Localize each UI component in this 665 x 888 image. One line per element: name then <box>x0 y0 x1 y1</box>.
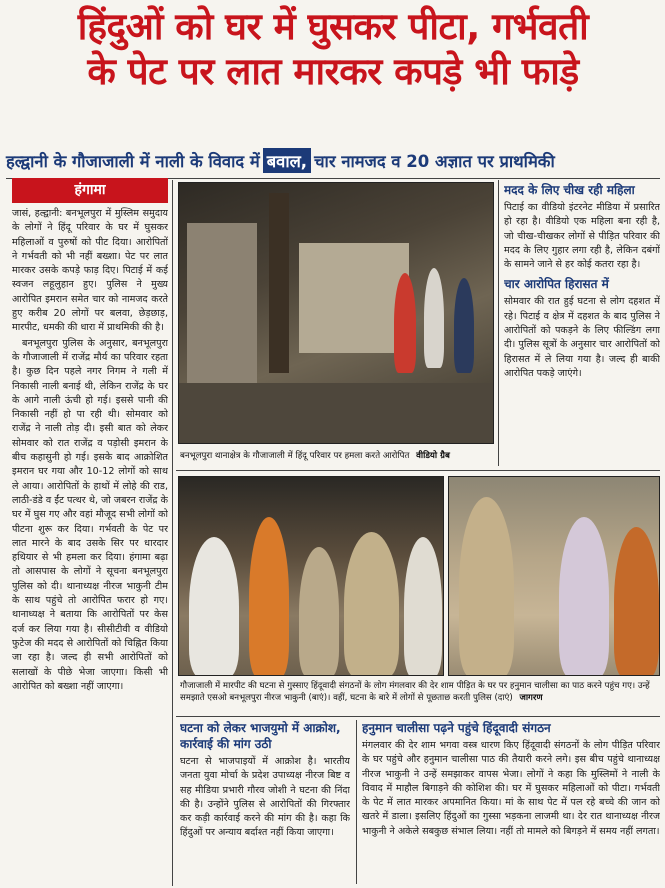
right-text-1: पिटाई का वीडियो इंटरनेट मीडिया में प्रसारित हो रहा है। वीडियो एक महिला बना रही है, जो चीख-चीखकर लोगों से पीड़ित परिवार की मदद के लिए गुहार लगा रही है, लेकिन दबंगों के सामने जाने से हर कोई कतरा रहा है। <box>504 202 660 271</box>
subhead-boxed-word: बवाल, <box>263 148 311 173</box>
photo1-credit: वीडियो ग्रैब <box>416 451 450 461</box>
photo-woman-center <box>559 517 609 676</box>
chalisa-heading: हनुमान चालीसा पढ़ने पहुंचे हिंदूवादी संगठन <box>362 721 551 735</box>
photo-man-white-shirt <box>189 537 239 676</box>
subhead-part-1: हल्द्वानी के गौजाजाली में नाली के विवाद में <box>6 151 260 171</box>
kicker-label: हंगामा <box>12 178 168 203</box>
photo-police-questioning <box>448 476 660 676</box>
right-text-2: सोमवार की रात हुई घटना से लोग दहशत में रहे। पिटाई व क्षेत्र में दहशत के बाद पुलिस ने आरोपितों को पकड़ने के लिए फील्डिंग लगा दी। पुलिस सूत्रों के अनुसार चार आरोपितों को हिरासत में ले लिया गया है। जल्द ही बाकी आरोपित पकड़े जाएंगे। <box>504 296 660 379</box>
divider-bottom <box>176 716 660 717</box>
subheadline <box>6 142 660 178</box>
photo-police-officer <box>344 532 399 676</box>
left-column-body <box>12 207 168 694</box>
headline-line-1: हिंदुओं को घर में घुसकर पीटा, गर्भवती <box>77 5 589 48</box>
photo-policeman <box>459 497 514 676</box>
right-heading-1: मदद के लिए चीख रही महिला <box>504 183 635 197</box>
divider-bottom-vertical <box>356 720 357 884</box>
divider-mid <box>176 470 660 471</box>
divider-right <box>498 180 499 466</box>
photo-woman-right <box>614 527 659 676</box>
subhead-part-2: चार नामजद व 20 अज्ञात पर प्राथमिकी <box>314 151 555 171</box>
photo-tree-trunk <box>269 193 289 373</box>
left-paragraph-1: जासं, हल्द्वानी: बनभूलपुरा में मुस्लिम समुदाय के लोगों ने हिंदू परिवार के घर में घुसकर महिलाओं व पुरुषों को पीट दिया। आरोपितों ने गर्भवती को भी नहीं बख्शा। पेट पर लात मारकर उसके कपड़े फाड़ दिए। पिटाई में कई स्वजन लहूलुहान हुए। पुलिस ने मुख्य आरोपित इमरान समेत चार को नामजद करते हुए करीब 20 लोगों पर बलवा, छेड़छाड़, मारपीट, धमकी की धारा में प्राथमिकी की है। <box>12 208 168 334</box>
photo2-credit: जागरण <box>519 693 543 703</box>
photo2-caption-text: गौजाजाली में मारपीट की घटना से गुस्साए हिंदूवादी संगठनों के लोग मंगलवार की देर शाम पीड़ित के घर पर हनुमान चालीसा का पाठ करने पहुंच गए। उन्हें समझाते एसओ बनभूलपुरा नीरज भाकुनी (बाएं)। वहीं, घटना के बारे में लोगों से पूछताछ करती पुलिस (दाएं) <box>180 681 650 703</box>
headline <box>6 4 660 94</box>
photo-person-1 <box>394 273 416 373</box>
divider-left <box>172 180 173 886</box>
bjym-text: घटना से भाजपाइयों में आक्रोश है। भारतीय जनता युवा मोर्चा के प्रदेश उपाध्यक्ष नीरज बिष्ट व सह मीडिया प्रभारी गौरव जोशी ने घटना की निंदा की है। उन्होंने पुलिस से आरोपितों की गिरफ्तार कर कड़ी कार्रवाई करने की मांग की है। कहा कि हिंदुओं पर अन्याय बर्दाश्त नहीं किया जाएगा। <box>180 756 350 839</box>
photo-person-2 <box>424 268 444 368</box>
article-hanuman-chalisa <box>362 720 660 884</box>
photo-man-olive <box>299 547 339 676</box>
photo-attack-video-grab <box>178 182 494 444</box>
photo-police-with-crowd <box>178 476 444 676</box>
headline-line-2: के पेट पर लात मारकर कपड़े भी फाड़े <box>87 50 579 93</box>
left-paragraph-2: बनभूलपुरा पुलिस के अनुसार, बनभूलपुरा के गौजाजाली में राजेंद्र मौर्य का परिवार रहता है। कुछ दिन पहले नगर निगम ने गली में निकासी नाली बनाई थी, लेकिन राजेंद्र के घर के आगे नाली ऊंची हो गई। इससे पानी की निकासी नहीं हो पा रही थी। सोमवार को राजेंद्र ने नाली तोड़ दी। इसी बात को लेकर सोमवार को रात राजेंद्र व पड़ोसी इमरान के बीच कहासुनी हो गई। इसके बाद आक्रोशित इमरान घर गया और 10-12 लोगों को साथ ले आया। आरोपितों के हाथों में लोहे की राड, लाठी-डंडे व ईंट पत्थर थे, जो जबरन राजेंद्र के घर में घुस गए और वहां मौजूद सभी लोगों को पीटना शुरू कर दिया। गर्भवती के पेट पर लात मारने के बाद उसके सिर पर धारदार हथियार से भी हमला कर दिया। हंगामा बढ़ा तो आसपास के लोगों ने सूचना बनभूलपुरा पुलिस को दी। थानाध्यक्ष नीरज भाकुनी टीम के साथ पहुंचे तो आरोपित फरार हो गए। थानाध्यक्ष ने बताया कि आरोपितों पर केस दर्ज कर लिया गया है। सीसीटीवी व वीडियो फुटेज की मदद से आरोपितों को चिह्नित किया जा रहा है। जल्द ही सभी आरोपितों को सलाखों के पीछे भेजा जाएगा। किसी भी आरोपित को बख्शा नहीं जाएगा। <box>12 337 168 692</box>
photo1-caption <box>180 450 496 462</box>
chalisa-text: मंगलवार की देर शाम भगवा वस्त्र धारण किए हिंदूवादी संगठनों के लोग पीड़ित परिवार के घर पहुंचे और हनुमान चालीसा पाठ की तैयारी करने लगे। इस बीच पहुंचे थानाध्यक्ष नीरज भाकुनी ने उन्हें समझाकर वापस भेजा। लोगों ने कहा कि मुस्लिमों ने नाली के विवाद में माहौल बिगाड़ने की कोशिश की। घर में घुसकर महिलाओं को पीटा। गर्भवती के पेट में लात मारकर अपमानित किया। मां के साथ पेट में पल रहे बच्चे की जान को खतरे में डाला। इसलिए हिंदुओं का गुस्सा भड़कना लाजमी था। देर रात थानाध्यक्ष नीरज भाकुनी ने अकेले सबकुछ संभाल लिया। नहीं तो मामले को बिगड़ने में समय नहीं लगता। <box>362 740 660 837</box>
photo-house-wall <box>299 243 409 353</box>
photo-man-right <box>404 537 442 676</box>
photo-gate-pillar <box>187 223 257 393</box>
photo-person-3 <box>454 278 474 373</box>
photo-ground <box>179 383 494 444</box>
article-bjym-protest <box>180 720 350 884</box>
photo2-caption <box>180 680 660 704</box>
right-column-sidebar <box>504 182 660 462</box>
photo1-caption-text: बनभूलपुरा थानाक्षेत्र के गौजाजाली में हिंदू परिवार पर हमला करते आरोपित <box>180 451 410 461</box>
bjym-heading: घटना को लेकर भाजयुमो में आक्रोश, कार्रवाई की मांग उठी <box>180 721 341 751</box>
photo-man-saffron <box>249 517 289 676</box>
left-column-article <box>12 178 168 884</box>
right-heading-2: चार आरोपित हिरासत में <box>504 277 609 292</box>
